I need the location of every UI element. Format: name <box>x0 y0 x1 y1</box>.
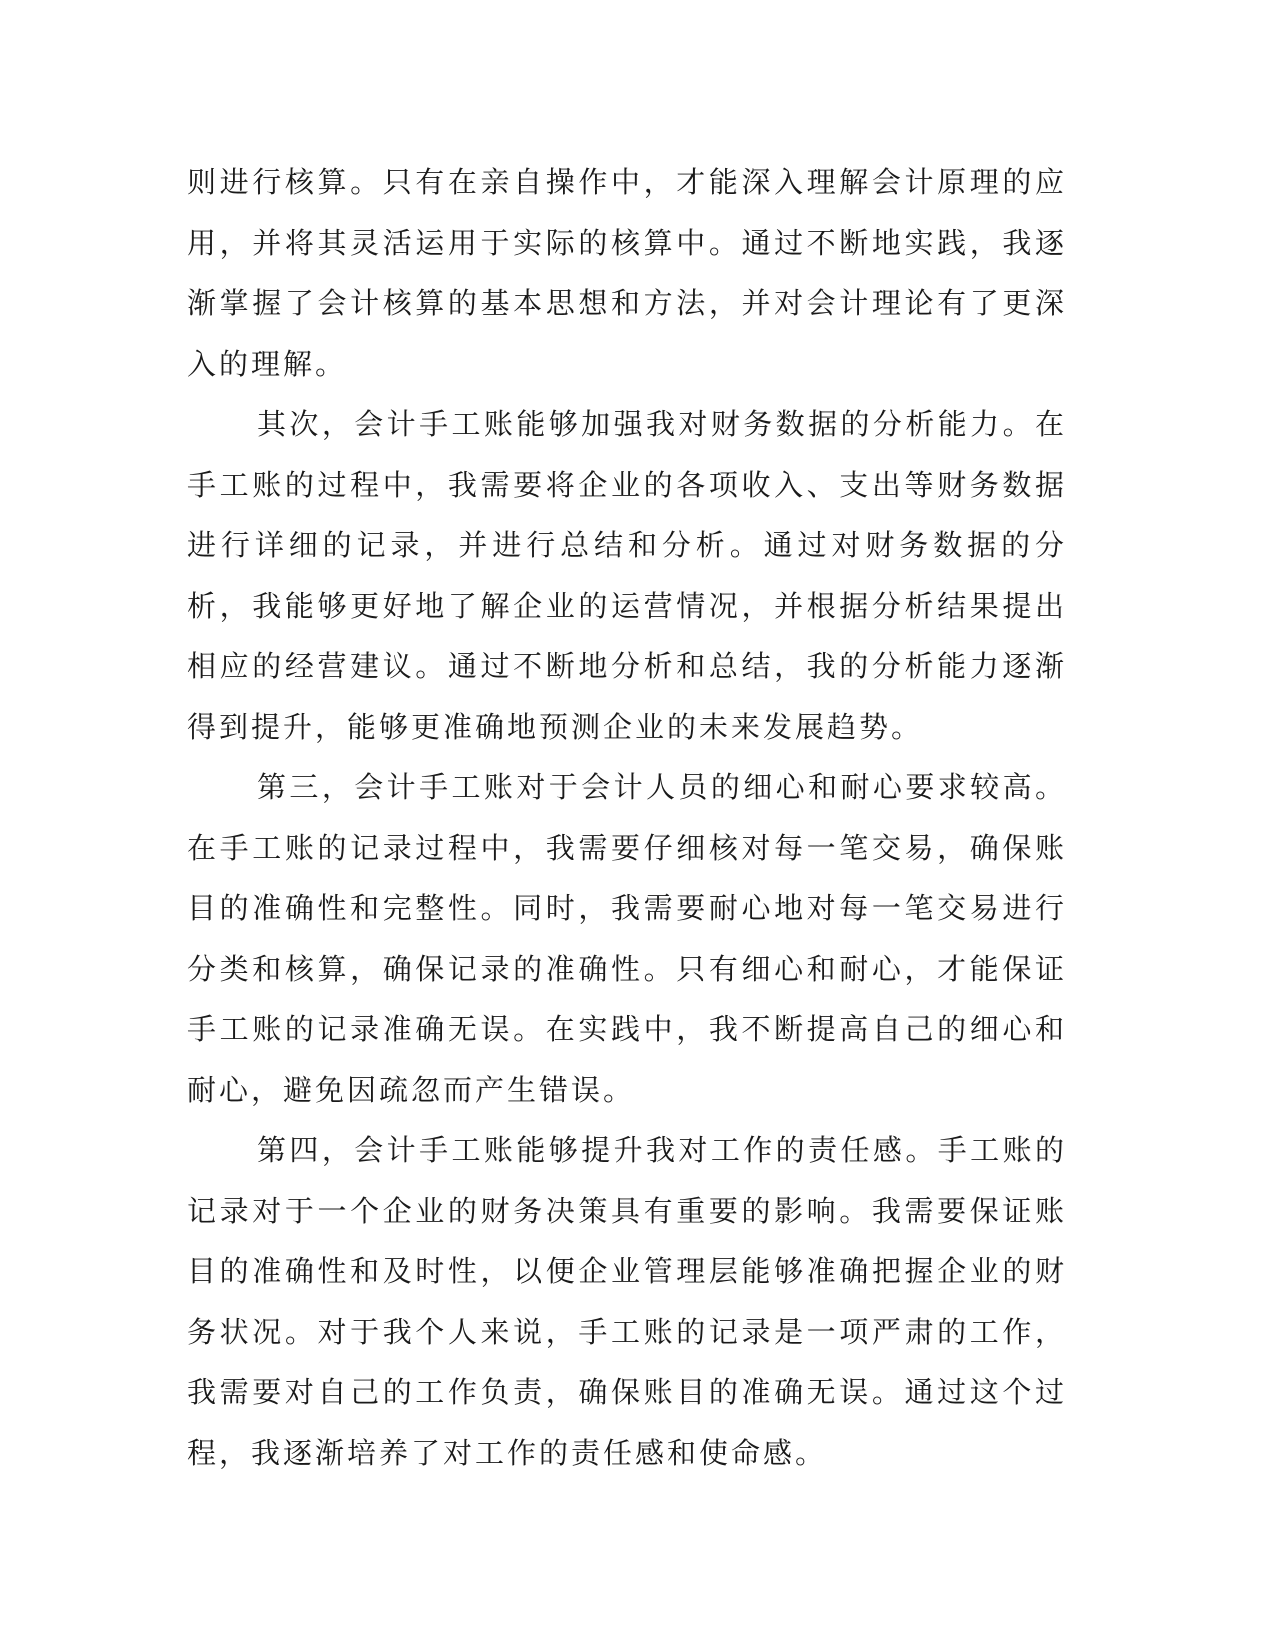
paragraph-1: 则进行核算。只有在亲自操作中，才能深入理解会计原理的应用，并将其灵活运用于实际的核算中。通过不断地实践，我逐渐掌握了会计核算的基本思想和方法，并对会计理论有了更深入的理解。 <box>187 165 1067 381</box>
paragraph-3: 第三，会计手工账对于会计人员的细心和耐心要求较高。在手工账的记录过程中，我需要仔细核对每一笔交易，确保账目的准确性和完整性。同时，我需要耐心地对每一笔交易进行分类和核算，确保记录的准确性。只有细心和耐心，才能保证手工账的记录准确无误。在实践中，我不断提高自己的细心和耐心，避免因疏忽而产生错误。 <box>187 770 1067 1107</box>
document-body <box>187 152 1067 1483</box>
paragraph-4: 第四，会计手工账能够提升我对工作的责任感。手工账的记录对于一个企业的财务决策具有重要的影响。我需要保证账目的准确性和及时性，以便企业管理层能够准确把握企业的财务状况。对于我个人来说，手工账的记录是一项严肃的工作，我需要对自己的工作负责，确保账目的准确无误。通过这个过程，我逐渐培养了对工作的责任感和使命感。 <box>187 1133 1067 1470</box>
paragraph-2: 其次，会计手工账能够加强我对财务数据的分析能力。在手工账的过程中，我需要将企业的各项收入、支出等财务数据进行详细的记录，并进行总结和分析。通过对财务数据的分析，我能够更好地了解企业的运营情况，并根据分析结果提出相应的经营建议。通过不断地分析和总结，我的分析能力逐渐得到提升，能够更准确地预测企业的未来发展趋势。 <box>187 407 1067 744</box>
